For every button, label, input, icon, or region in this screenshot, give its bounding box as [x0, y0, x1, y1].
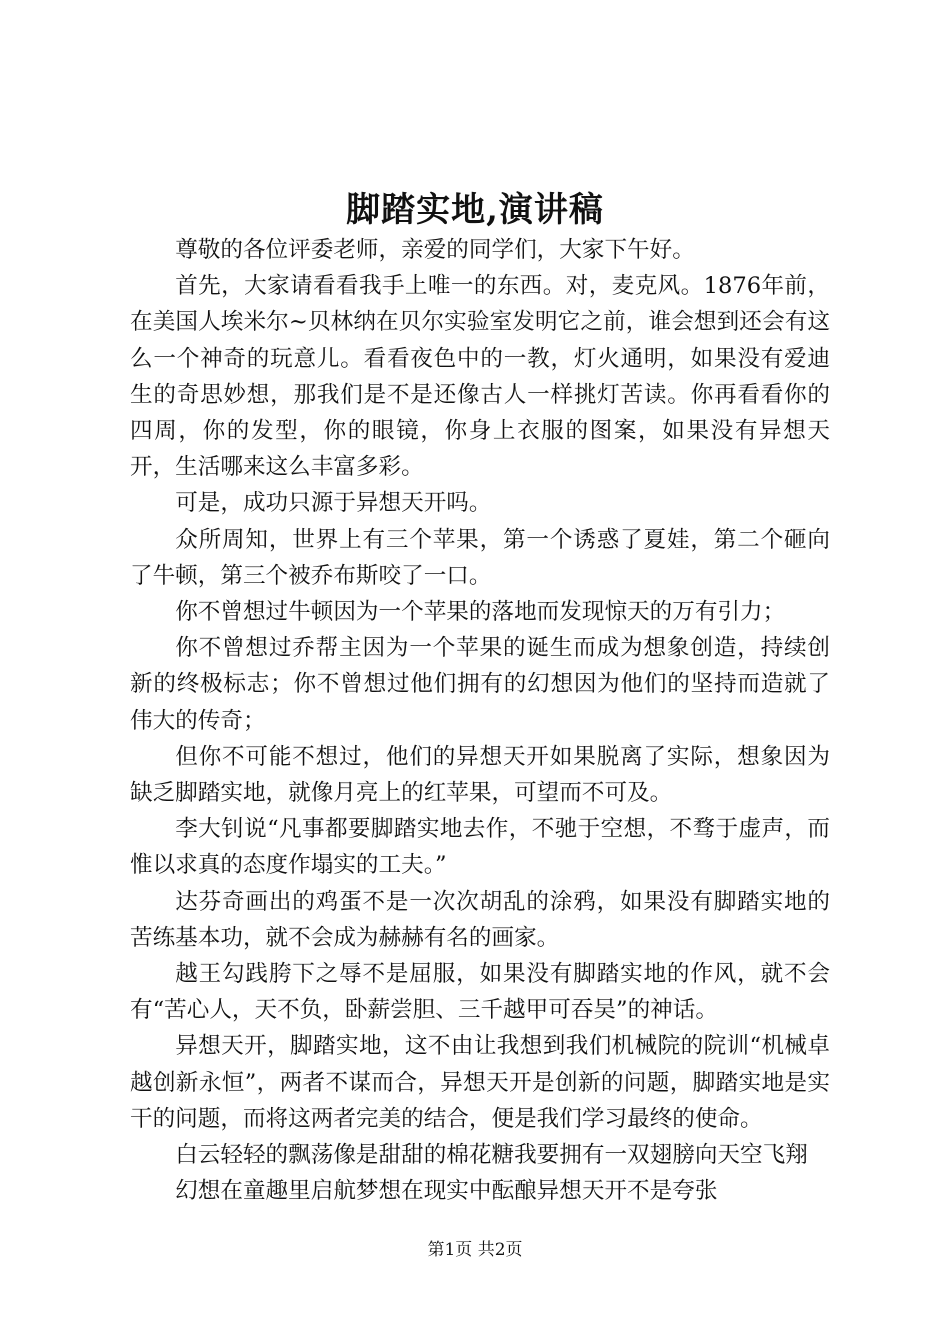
paragraph: 越王勾践胯下之辱不是屈服，如果没有脚踏实地的作风，就不会有“苦心人，天不负，卧薪尝胆、三千越甲可吞吴”的神话。: [130, 961, 830, 1024]
paragraph: 你不曾想过乔帮主因为一个苹果的诞生而成为想象创造，持续创新的终极标志；你不曾想过他们拥有的幻想因为他们的坚持而造就了伟大的传奇；: [130, 635, 830, 734]
paragraph: 异想天开，脚踏实地，这不由让我想到我们机械院的院训“机械卓越创新永恒”，两者不谋而合，异想天开是创新的问题，脚踏实地是实干的问题，而将这两者完美的结合，便是我们学习最终的使命。: [130, 1033, 830, 1132]
paragraph: 尊敬的各位评委老师，亲爱的同学们，大家下午好。: [175, 237, 695, 263]
page-number-footer: 第1页 共2页: [427, 1240, 523, 1260]
paragraph: 李大钊说“凡事都要脚踏实地去作，不驰于空想，不骛于虚声，而惟以求真的态度作塌实的工夫。”: [130, 816, 830, 879]
paragraph: 白云轻轻的飘荡像是甜甜的棉花糖我要拥有一双翅膀向天空飞翔: [175, 1142, 808, 1169]
document-body: [130, 232, 830, 1209]
paragraph: 幻想在童趣里启航梦想在现实中酝酿异想天开不是夸张: [175, 1178, 718, 1205]
paragraph: 达芬奇画出的鸡蛋不是一次次胡乱的涂鸦，如果没有脚踏实地的苦练基本功，就不会成为赫赫有名的画家。: [130, 888, 830, 951]
paragraph: 可是，成功只源于异想天开吗。: [175, 490, 492, 517]
paragraph: 众所周知，世界上有三个苹果，第一个诱惑了夏娃，第二个砸向了牛顿，第三个被乔布斯咬了一口。: [130, 526, 830, 589]
paragraph: 你不曾想过牛顿因为一个苹果的落地而发现惊天的万有引力；: [175, 599, 786, 626]
paragraph: 首先，大家请看看我手上唯一的东西。对，麦克风。1876年前，在美国人埃米尔~贝林纳在贝尔实验室发明它之前，谁会想到还会有这么一个神奇的玩意儿。看看夜色中的一教，灯火通明，如果没有爱迪生的奇思妙想，那我们是不是还像古人一样挑灯苦读。你再看看你的四周，你的发型，你的眼镜，你身上衣服的图案，如果没有异想天开，生活哪来这么丰富多彩。: [130, 273, 830, 481]
document-title: 脚踏实地,演讲稿: [346, 190, 604, 230]
paragraph: 但你不可能不想过，他们的异想天开如果脱离了实际，想象因为缺乏脚踏实地，就像月亮上的红苹果，可望而不可及。: [130, 743, 830, 807]
